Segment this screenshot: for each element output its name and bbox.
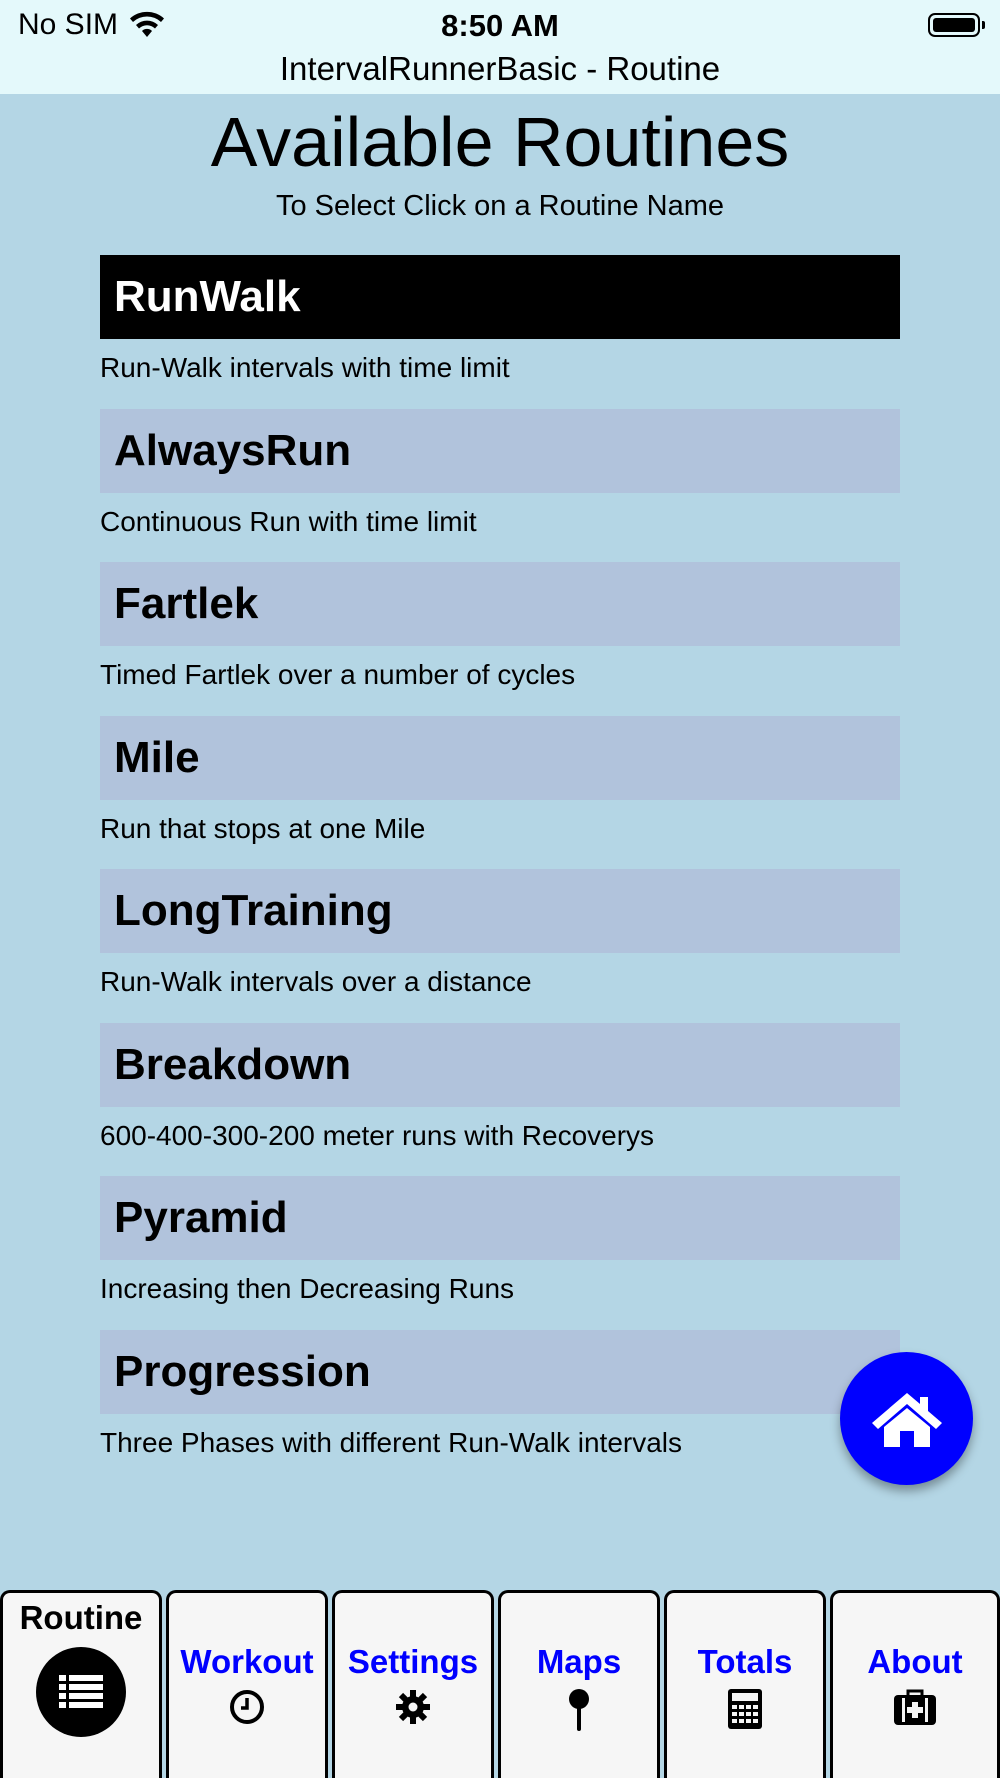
routine-name-button[interactable]: Progression	[100, 1330, 900, 1414]
home-button[interactable]	[840, 1352, 973, 1485]
routine-name-button[interactable]: RunWalk	[100, 255, 900, 339]
tab-label: Totals	[697, 1643, 793, 1680]
routine-name-button[interactable]: Pyramid	[100, 1176, 900, 1260]
map-pin-icon	[567, 1689, 591, 1733]
home-icon	[870, 1389, 944, 1449]
page-title: Available Routines	[210, 103, 790, 181]
tab-label: Routine	[19, 1599, 143, 1636]
tab-routine[interactable]	[0, 1590, 162, 1778]
routine-description: Run-Walk intervals over a distance	[100, 966, 532, 997]
tab-settings[interactable]	[332, 1590, 494, 1778]
tab-label: Maps	[536, 1643, 622, 1680]
routine-name-button[interactable]: Breakdown	[100, 1023, 900, 1107]
routine-description: Run that stops at one Mile	[100, 812, 426, 844]
tab-bar	[0, 1590, 1000, 1778]
gear-icon	[395, 1689, 431, 1725]
tab-about[interactable]	[830, 1590, 1000, 1778]
routine-description: Timed Fartlek over a number of cycles	[100, 659, 576, 690]
window-title: IntervalRunnerBasic - Routine	[279, 50, 721, 87]
routine-name-button[interactable]: Mile	[100, 716, 900, 800]
status-bar	[0, 0, 1000, 94]
battery-icon	[928, 13, 980, 37]
list-icon	[36, 1647, 126, 1737]
tab-label: Settings	[347, 1643, 479, 1680]
routine-description: 600-400-300-200 meter runs with Recoverys	[100, 1119, 655, 1151]
status-time: 8:50 AM	[441, 8, 559, 43]
routine-item-longtraining	[100, 869, 900, 1023]
routine-item-breakdown	[100, 1023, 900, 1177]
routine-item-mile	[100, 716, 900, 870]
routine-description: Continuous Run with time limit	[100, 505, 477, 537]
tab-label: Workout	[180, 1643, 314, 1680]
routine-description: Increasing then Decreasing Runs	[100, 1273, 515, 1304]
calculator-icon	[728, 1689, 762, 1729]
routine-item-runwalk	[100, 255, 900, 409]
clock-icon	[229, 1689, 265, 1725]
routine-name-button[interactable]: Fartlek	[100, 562, 900, 646]
carrier-label: No SIM	[18, 8, 119, 41]
routine-item-progression	[100, 1330, 900, 1484]
routine-item-alwaysrun	[100, 409, 900, 563]
routine-item-fartlek	[100, 562, 900, 716]
page-subtitle: To Select Click on a Routine Name	[275, 190, 725, 222]
routine-list	[100, 255, 900, 1483]
routine-description: Three Phases with different Run-Walk intervals	[100, 1426, 683, 1458]
medical-kit-icon	[894, 1689, 936, 1725]
tab-label: About	[867, 1643, 963, 1680]
routine-name-button[interactable]: AlwaysRun	[100, 409, 900, 493]
routine-name-button[interactable]: LongTraining	[100, 869, 900, 953]
tab-totals[interactable]	[664, 1590, 826, 1778]
routine-item-pyramid	[100, 1176, 900, 1330]
routine-description: Run-Walk intervals with time limit	[100, 352, 510, 383]
tab-workout[interactable]	[166, 1590, 328, 1778]
tab-maps[interactable]	[498, 1590, 660, 1778]
